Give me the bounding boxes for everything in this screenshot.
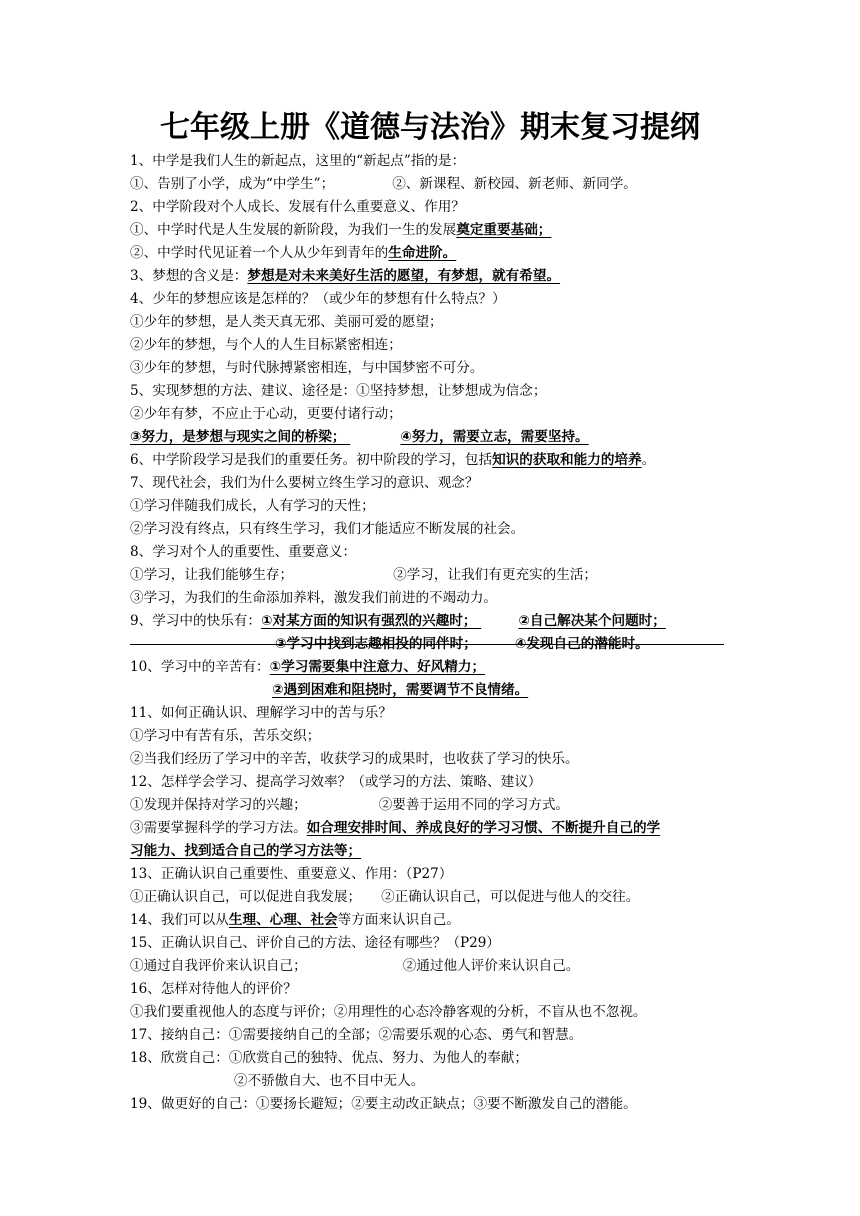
answer-9c: ③学习中找到志趣相投的同伴时； — [275, 636, 477, 652]
question-14-end: 等方面来认识自己。 — [337, 912, 460, 928]
question-3 — [130, 265, 560, 287]
question-6 — [130, 449, 655, 471]
question-17: 17、接纳自己：①需要接纳自己的全部；②需要乐观的心态、勇气和智慧。 — [130, 1027, 583, 1043]
question-14 — [130, 909, 460, 931]
answer-5d: ④努力，需要立志，需要坚持。 — [400, 429, 589, 445]
answer-2a-key: 奠定重要基础； — [456, 222, 552, 238]
question-9 — [130, 610, 666, 632]
question-10-text: 10、学习中的辛苦有： — [130, 659, 270, 675]
answer-10b-line — [272, 679, 528, 701]
answer-16: ①我们要重视他人的态度与评价；②用理性的心态冷静客观的分析，不盲从也不忽视。 — [130, 1004, 647, 1020]
answer-9d: ④发现自己的潜能时。 — [514, 636, 649, 652]
document-title: 七年级上册《道德与法治》期末复习提纲 — [160, 110, 700, 145]
answer-2b-text: ②、中学时代见证着一个人从少年到青年的 — [130, 245, 389, 261]
answer-5cd — [130, 426, 589, 448]
question-7: 7、现代社会，我们为什么要树立终生学习的意识、观念？ — [130, 475, 479, 491]
question-9-text: 9、学习中的快乐有： — [130, 613, 261, 629]
answer-12a: ①发现并保持对学习的兴趣； — [130, 797, 307, 813]
question-3-text: 3、梦想的含义是： — [130, 268, 248, 284]
answer-8b: ②学习，让我们有更充实的生活； — [393, 567, 598, 583]
question-15: 15、正确认识自己、评价自己的方法、途径有哪些？（P29） — [130, 935, 500, 951]
answer-8a: ①学习，让我们能够生存； — [130, 567, 294, 583]
question-6-key: 知识的获取和能力的培养 — [492, 452, 642, 468]
question-11: 11、如何正确认识、理解学习中的苦与乐？ — [130, 705, 392, 721]
answer-13b: ②正确认识自己，可以促进与他人的交往。 — [381, 889, 640, 905]
question-6-end: 。 — [641, 452, 656, 468]
keyword-society: 社会 — [310, 912, 338, 928]
answer-1 — [130, 173, 637, 195]
question-12: 12、怎样学会学习、提高学习效率？（或学习的方法、策略、建议） — [130, 774, 542, 790]
answer-9cd — [275, 633, 649, 655]
answer-10a: ①学习需要集中注意力、好风精力； — [269, 659, 486, 675]
question-2: 2、中学阶段对个人成长、发展有什么重要意义、作用？ — [130, 199, 465, 215]
answer-4a: ①少年的梦想，是人类天真无邪、美丽可爱的愿望； — [130, 314, 443, 330]
answer-8c: ③学习，为我们的生命添加养料，激发我们前进的不竭动力。 — [130, 590, 498, 606]
answer-4b: ②少年的梦想，与个人的人生目标紧密相连； — [130, 337, 402, 353]
answer-12b: ②要善于运用不同的学习方式。 — [378, 797, 570, 813]
answer-13a: ①正确认识自己，可以促进自我发展； — [130, 889, 362, 905]
answer-11b: ②当我们经历了学习中的辛苦，收获学习的成果时，也收获了学习的快乐。 — [130, 751, 579, 767]
answer-5c: ③努力，是梦想与现实之间的桥梁； — [130, 429, 346, 445]
keyword-sep-1: 、 — [256, 912, 270, 928]
answer-7b: ②学习没有终点，只有终生学习，我们才能适应不断发展的社会。 — [130, 521, 525, 537]
answer-15a: ①通过自我评价来认识自己； — [130, 958, 307, 974]
answer-8ab — [130, 564, 597, 586]
question-18: 18、欣赏自己：①欣赏自己的独特、优点、努力、为他人的奉献； — [130, 1050, 528, 1066]
answer-9b: ②自己解决某个问题时； — [518, 613, 666, 629]
question-8: 8、学习对个人的重要性、重要意义： — [130, 544, 357, 560]
answer-13ab — [130, 886, 639, 908]
question-16: 16、怎样对待他人的评价？ — [130, 981, 297, 997]
answer-1a: ①、告别了小学，成为“中学生”； — [130, 176, 335, 192]
question-6-text: 6、中学阶段学习是我们的重要任务。初中阶段的学习，包括 — [130, 452, 493, 468]
question-4: 4、少年的梦想应该是怎样的？（或少年的梦想有什么特点？） — [130, 291, 506, 307]
answer-1b: ②、新课程、新校园、新老师、新同学。 — [392, 176, 637, 192]
answer-12c-key: 如合理安排时间、养成良好的学习习惯、不断提升自己的学 — [306, 820, 661, 836]
answer-12ab — [130, 794, 569, 816]
question-1: 1、中学是我们人生的新起点，这里的“新起点”指的是： — [130, 153, 466, 169]
question-19: 19、做更好的自己：①要扬长避短；②要主动改正缺点；③要不断激发自己的潜能。 — [130, 1096, 637, 1112]
answer-15b: ②通过他人评价来认识自己。 — [402, 958, 580, 974]
answer-4c: ③少年的梦想，与时代脉搏紧密相连，与中国梦密不可分。 — [130, 360, 484, 376]
keyword-sep-2: 、 — [296, 912, 311, 928]
question-5: 5、实现梦想的方法、建议、途径是：①坚持梦想，让梦想成为信念； — [130, 383, 547, 399]
answer-18b: ②不骄傲自大、也不目中无人。 — [234, 1073, 425, 1089]
answer-11a: ①学习中有苦有乐，苦乐交织； — [130, 728, 321, 744]
keyword-psychology: 心理 — [269, 912, 297, 928]
answer-15ab — [130, 955, 579, 977]
answer-7a: ①学习伴随我们成长，人有学习的天性； — [130, 498, 375, 514]
answer-2a-text: ①、中学时代是人生发展的新阶段，为我们一生的发展 — [130, 222, 457, 238]
answer-12d — [130, 840, 361, 862]
answer-2b-key: 生命进阶。 — [388, 245, 457, 261]
answer-5b: ②少年有梦，不应止于心动，更要付诸行动； — [130, 406, 402, 422]
answer-2a — [130, 219, 551, 241]
answer-2b — [130, 242, 456, 264]
question-14-text: 14、我们可以从 — [130, 912, 229, 928]
answer-12c-text: ③需要掌握科学的学习方法。 — [130, 820, 307, 836]
keyword-physiology: 生理 — [228, 912, 257, 928]
answer-12c — [130, 817, 660, 839]
question-10 — [130, 656, 485, 678]
question-13: 13、正确认识自己重要性、重要意义、作用：（P27） — [130, 866, 453, 882]
answer-12d-key: 习能力、找到适合自己的学习方法等； — [130, 843, 362, 859]
answer-9a: ①对某方面的知识有强烈的兴趣时； — [261, 613, 477, 629]
question-3-key: 梦想是对未来美好生活的愿望，有梦想，就有希望。 — [247, 268, 561, 284]
answer-10b: ②遇到困难和阻挠时，需要调节不良情绪。 — [272, 682, 529, 698]
